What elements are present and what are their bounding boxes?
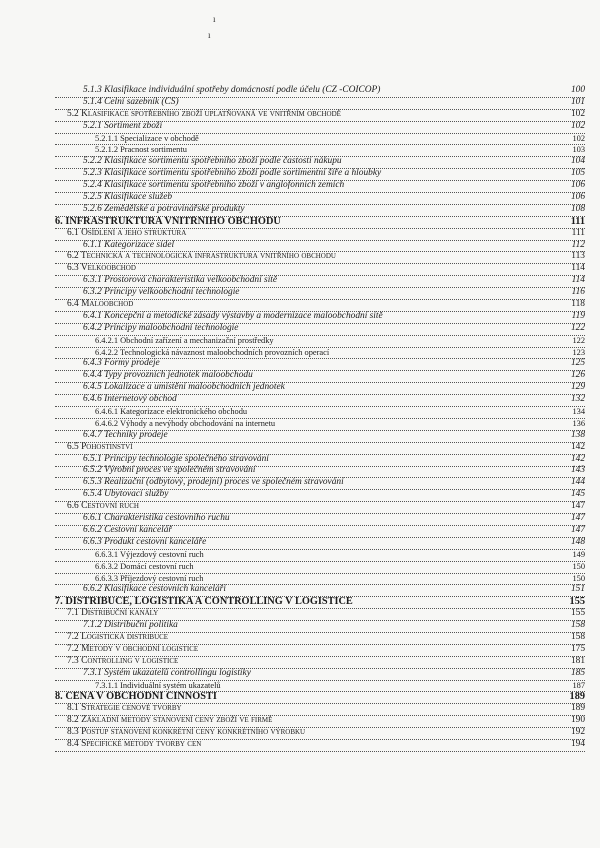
toc-entry-text: Domácí cestovní ruch <box>120 561 194 571</box>
toc-entry-page: 116 <box>571 287 585 298</box>
toc-entry-page: 104 <box>570 156 585 167</box>
toc-entry-title <box>55 216 567 228</box>
toc-entry-text: Cestovní kancelář <box>104 524 173 535</box>
toc-entry-page: 102 <box>570 108 585 119</box>
toc-entry-text: Obchodní zařízení a mechanizační prostředky <box>120 335 274 345</box>
toc-entry-page: 142 <box>570 441 585 452</box>
toc-entry-title <box>55 109 567 121</box>
toc-entry-text: Distribuční kanály <box>81 608 159 619</box>
toc-entry-text: Produkt cestovní kanceláře <box>104 536 207 547</box>
toc-entry-page: 101 <box>570 96 585 107</box>
toc-entry-title <box>55 311 568 323</box>
toc-entry-text: Formy prodeje <box>104 358 160 369</box>
toc-entry-number: 6.4.3 <box>83 358 102 369</box>
toc-entry-number: 6.6.3.3 <box>95 573 119 583</box>
toc-entry-number: 6.4.2.2 <box>95 347 119 357</box>
toc-entry-title <box>55 644 567 656</box>
toc-entry-title <box>55 240 568 252</box>
toc-entry-text: Celní sazebník (CS) <box>104 96 179 107</box>
toc-entry-title <box>55 228 568 240</box>
toc-entry-page: 122 <box>570 322 585 333</box>
toc-entry-title <box>55 739 567 751</box>
toc-entry-number: 8.3 <box>67 727 79 738</box>
toc-entry-number: 6.1 <box>67 227 79 238</box>
toc-entry-number: 7. <box>55 596 63 608</box>
toc-entry-title <box>55 382 567 394</box>
toc-entry-title <box>55 442 567 454</box>
toc-entry-page: 113 <box>571 251 585 262</box>
toc-entry-text: Principy maloobchodní technologie <box>104 322 239 333</box>
toc-entry-text: Principy technologie společného stravování <box>104 453 269 464</box>
toc-entry-title <box>55 275 568 287</box>
toc-entry-title <box>55 513 567 525</box>
toc-entry-page: 134 <box>572 407 585 417</box>
toc-entry-number: 6.6.2 <box>83 524 102 535</box>
toc-entry-number: 6.3.1 <box>83 275 102 286</box>
toc-entry-title <box>55 537 567 549</box>
toc-entry-number: 5.2.2 <box>83 156 102 167</box>
toc-entry-number: 7.1 <box>67 608 79 619</box>
toc-entry-title <box>55 715 567 727</box>
toc-entry-number: 6. <box>55 215 63 227</box>
toc-entry-text: Strategie cenové tvorby <box>81 703 182 714</box>
toc-entry-page: 108 <box>570 203 585 214</box>
toc-entry-number: 6.4.4 <box>83 370 102 381</box>
toc-entry-title <box>55 608 567 620</box>
toc-entry-page: 111 <box>571 227 585 238</box>
toc-entry-text: Klasifikace sortimentu spotřebního zboží v anglofonních zemích <box>104 180 345 191</box>
toc-entry-title <box>55 489 567 501</box>
toc-entry-text: Sortiment zboží <box>104 120 163 131</box>
toc-entry-title <box>55 727 567 739</box>
toc-entry-title <box>55 418 568 430</box>
toc-entry-number: 6.5.2 <box>83 465 102 476</box>
toc-entry-title <box>55 620 567 632</box>
toc-entry-number: 6.4.5 <box>83 382 102 393</box>
toc-entry-text: Klasifikace sortimentu spotřebního zboží podle častosti nákupu <box>104 156 342 167</box>
toc-entry-title <box>55 549 568 561</box>
toc-entry-title <box>55 501 567 513</box>
toc-entry-number: 7.2 <box>67 643 79 654</box>
toc-entry-text: Kategorizace sídel <box>104 239 175 250</box>
toc-entry-text: Klasifikace sortimentu spotřebního zboží podle sortimentní šíře a hloubky <box>104 168 382 179</box>
toc-entry-number: 6.4 <box>67 299 79 310</box>
toc-entry-title <box>55 394 567 406</box>
toc-entry-title <box>55 358 567 370</box>
toc-entry-title <box>55 263 567 275</box>
toc-entry-title <box>55 251 567 263</box>
toc-entry-number: 7.3.1.1 <box>95 680 119 690</box>
toc-entry-page: 132 <box>570 394 585 405</box>
toc-entry-title <box>55 656 567 668</box>
toc-entry-title <box>55 584 567 596</box>
toc-entry-title <box>55 561 568 573</box>
toc-entry-title <box>55 156 567 168</box>
toc-entry-number: 6.3 <box>67 263 79 274</box>
toc-entry-text: Individuální systém ukazatelů <box>120 680 221 690</box>
toc-entry-text: Realizační (odbytový, prodejní) proces ve společném stravování <box>104 477 344 488</box>
toc-entry-number: 6.6 <box>67 501 79 512</box>
toc-entry-title <box>55 335 568 347</box>
toc-entry-number: 5.1.4 <box>83 96 102 107</box>
toc-entry-page: 129 <box>570 382 585 393</box>
toc-entry-page: 114 <box>571 275 585 286</box>
toc-entry-page: 105 <box>570 168 585 179</box>
toc-entry-number: 6.5 <box>67 441 79 452</box>
toc-entry-page: 106 <box>570 192 585 202</box>
toc-entry-number: 8.2 <box>67 715 79 726</box>
toc-entry-text: Distribuční politika <box>104 620 178 631</box>
toc-entry-page: 136 <box>572 418 585 428</box>
toc-entry-number: 6.2 <box>67 251 79 262</box>
toc-entry-page: 123 <box>572 347 585 357</box>
toc-entry-page: 111 <box>570 215 585 227</box>
toc-entry-title <box>55 525 567 537</box>
toc-entry-page: 151 <box>570 584 585 595</box>
toc-entry-text: Základní metody stanovení ceny zboží ve firmě <box>81 715 273 726</box>
scan-mark-top: ı <box>213 14 216 24</box>
toc-entry-text: Pracnost sortimentu <box>120 145 187 155</box>
toc-entry-number: 6.6.3 <box>83 536 102 547</box>
toc-entry-title <box>55 204 567 216</box>
toc-entry-page: 150 <box>572 573 585 583</box>
toc-entry-number: 8. <box>55 691 63 703</box>
toc-entry-text: Postup stanovení konkrétní ceny konkrétního výrobku <box>81 727 306 738</box>
toc-entry-page: 106 <box>570 180 585 191</box>
toc-entry-text: Osídlení a jeho struktura <box>81 227 187 238</box>
toc-entry-number: 5.2.6 <box>83 203 102 214</box>
toc-entry-number: 5.2.1.2 <box>95 145 119 155</box>
toc-entry-number: 6.4.6.1 <box>95 407 119 417</box>
toc-entry-page: 102 <box>572 133 585 143</box>
toc-entry-number: 5.2.4 <box>83 180 102 191</box>
toc-entry-number: 5.2.1.1 <box>95 133 119 143</box>
toc-entry-text: Výrobní proces ve společném stravování <box>104 465 256 476</box>
toc-entry-page: 119 <box>571 310 585 321</box>
toc-entry-text: Výjezdový cestovní ruch <box>119 549 204 559</box>
toc-entry-text: Ubytovací služby <box>104 489 169 500</box>
toc-entry-number: 7.2 <box>67 631 79 642</box>
toc-entry-number: 6.4.6 <box>83 394 102 405</box>
toc-entry-page: 181 <box>570 655 585 666</box>
toc-entry-page: 114 <box>571 263 585 274</box>
toc-entry-page: 189 <box>569 691 585 703</box>
toc-entry-text: Cestovní ruch <box>81 501 139 512</box>
toc-entry-text: Klasifikace služeb <box>104 192 173 202</box>
toc-entry-title <box>55 465 567 477</box>
toc-entry-page: 126 <box>570 370 585 381</box>
toc-entry-number: 8.4 <box>67 738 79 749</box>
toc-entry-page: 194 <box>570 738 585 749</box>
toc-entry-text: Typy provozních jednotek maloobchodu <box>104 370 253 381</box>
toc-entry-title <box>55 680 568 692</box>
toc-entry-text: Pohostinství <box>81 441 133 452</box>
toc-entry-page: 147 <box>570 513 585 524</box>
toc-entry-title <box>55 323 567 335</box>
toc-entry-number: 6.6.2 <box>83 584 102 595</box>
toc-entry-number: 6.1.1 <box>83 239 102 250</box>
toc-entry-text: Klasifikace cestovních kanceláří <box>104 584 226 595</box>
toc-entry-text: Velkoobchod <box>80 263 136 274</box>
toc-entry-text: INFRASTRUKTURA VNITŘNÍHO OBCHODU <box>65 215 281 227</box>
toc-entry-page: 142 <box>570 453 585 464</box>
toc-entry-page: 143 <box>570 465 585 476</box>
toc-entry-title <box>55 596 566 608</box>
toc-entry-title <box>55 691 566 703</box>
toc-entry-page: 189 <box>570 703 585 714</box>
toc-entry-text: Příjezdový cestovní ruch <box>120 573 204 583</box>
toc-entry-text: Controlling v logistice <box>81 655 179 666</box>
toc-entry-text: Specifické metody tvorby cen <box>81 738 202 749</box>
toc-entry-title <box>55 632 567 644</box>
toc-entry-number: 5.2.1 <box>83 120 102 131</box>
toc-entry-number: 6.6.3.1 <box>95 549 119 559</box>
toc-entry-number: 5.2.5 <box>83 192 102 202</box>
toc-entry-title <box>55 370 567 382</box>
toc-entry-text: Systém ukazatelů controllingu logistiky <box>104 667 251 678</box>
toc-entry-text: Technická a technologická infrastruktura vnitřního obchodu <box>80 251 336 262</box>
toc-entry-title <box>55 192 567 204</box>
toc-entry-text: Lokalizace a umístění maloobchodních jednotek <box>104 382 285 393</box>
toc-entry-title <box>55 430 567 442</box>
toc-entry-number: 6.4.1 <box>83 310 102 321</box>
toc-entry-page: 103 <box>572 145 585 155</box>
toc-entry-page: 155 <box>570 608 585 619</box>
toc-entry-number: 6.5.3 <box>83 477 102 488</box>
toc-entry-text: Technologická návaznost maloobchodních provozních operací <box>119 347 330 357</box>
table-of-contents <box>55 86 585 752</box>
toc-entry-title <box>55 168 567 180</box>
toc-entry-text: Maloobchod <box>81 299 134 310</box>
toc-entry-number: 5.2.3 <box>83 168 102 179</box>
toc-entry-title <box>55 454 567 466</box>
toc-entry-title <box>55 406 568 418</box>
toc-entry-page: 148 <box>570 536 585 547</box>
toc-entry-number: 6.4.2 <box>83 322 102 333</box>
toc-entry-text: Kategorizace elektronického obchodu <box>120 407 248 417</box>
toc-entry <box>55 740 585 752</box>
toc-entry-page: 112 <box>571 239 585 250</box>
toc-entry-title <box>55 180 567 192</box>
toc-entry-title <box>55 133 568 145</box>
toc-entry-page: 147 <box>570 524 585 535</box>
toc-entry-page: 145 <box>570 489 585 500</box>
toc-entry-page: 158 <box>570 620 585 631</box>
toc-entry-title <box>55 703 567 715</box>
toc-entry-title <box>55 121 567 133</box>
toc-entry-number: 5.2 <box>67 108 79 119</box>
toc-entry-text: Metody v obchodní logistice <box>81 643 199 654</box>
toc-entry-page: 125 <box>570 358 585 369</box>
toc-entry-number: 8.1 <box>67 703 79 714</box>
toc-entry-page: 100 <box>570 84 585 95</box>
toc-entry-page: 122 <box>572 335 585 345</box>
toc-entry-number: 6.4.2.1 <box>95 335 119 345</box>
toc-entry-page: 185 <box>570 667 585 678</box>
toc-entry-title <box>55 573 568 585</box>
toc-entry-title <box>55 668 567 680</box>
toc-entry-page: 158 <box>570 631 585 642</box>
toc-entry-page: 138 <box>570 429 585 440</box>
toc-entry-text: Klasifikace spotřebního zboží uplatňovaná ve vnitřním obchodě <box>81 108 341 119</box>
toc-entry-page: 149 <box>572 549 585 559</box>
toc-entry-page: 147 <box>570 501 585 512</box>
toc-entry-text: Techniky prodeje <box>104 429 168 440</box>
toc-entry-text: Logistická distribuce <box>81 631 169 642</box>
toc-entry-page: 102 <box>570 120 585 131</box>
toc-entry-number: 7.3.1 <box>83 667 102 678</box>
scan-mark-bottom: ı <box>208 30 211 40</box>
toc-entry-number: 7.3 <box>67 655 79 666</box>
toc-entry-title <box>55 144 568 156</box>
toc-entry-number: 5.1.3 <box>83 84 102 95</box>
toc-entry-text: Zemědělské a potravinářské produkty <box>104 203 245 214</box>
toc-entry-number: 6.6.1 <box>83 513 102 524</box>
toc-entry-title <box>55 97 567 109</box>
toc-entry-text: Principy velkoobchodní technologie <box>104 287 240 298</box>
toc-entry-number: 6.5.4 <box>83 489 102 500</box>
toc-entry-number: 7.1.2 <box>83 620 102 631</box>
toc-entry-page: 192 <box>570 727 585 738</box>
toc-entry-text: Specializace v obchodě <box>120 133 199 143</box>
toc-entry-page: 190 <box>570 715 585 726</box>
toc-entry-title <box>55 85 567 97</box>
toc-entry-text: Výhody a nevýhody obchodování na internetu <box>119 418 276 428</box>
toc-entry-number: 6.4.7 <box>83 429 102 440</box>
toc-entry-number: 6.5.1 <box>83 453 102 464</box>
toc-entry-title <box>55 299 567 311</box>
toc-entry-page: 187 <box>572 680 585 690</box>
toc-entry-text: Charakteristika cestovního ruchu <box>104 513 230 524</box>
toc-entry-title <box>55 287 568 299</box>
toc-entry-number: 6.4.6.2 <box>95 418 119 428</box>
toc-entry-title <box>55 347 568 359</box>
toc-entry-page: 144 <box>570 477 585 488</box>
toc-entry-text: Koncepční a metodické zásady výstavby a modernizace maloobchodní sítě <box>104 310 383 321</box>
toc-entry-text: Internetový obchod <box>104 394 177 405</box>
toc-entry-text: Klasifikace individuální spotřeby domácností podle účelu (CZ -COICOP) <box>104 84 381 95</box>
toc-entry-number: 6.3.2 <box>83 287 102 298</box>
toc-entry-title <box>55 477 567 489</box>
toc-entry-number: 6.6.3.2 <box>95 561 119 571</box>
toc-entry-page: 150 <box>572 561 585 571</box>
toc-entry-page: 155 <box>569 596 585 608</box>
toc-entry-page: 175 <box>570 643 585 654</box>
toc-entry-text: Prostorová charakteristika velkoobchodní sítě <box>104 275 278 286</box>
toc-entry-page: 118 <box>571 299 585 310</box>
toc-entry-text: CENA V OBCHODNÍ ČINNOSTI <box>65 691 217 703</box>
toc-entry-text: DISTRIBUCE, LOGISTIKA A CONTROLLING V LOGISTICE <box>65 596 353 608</box>
